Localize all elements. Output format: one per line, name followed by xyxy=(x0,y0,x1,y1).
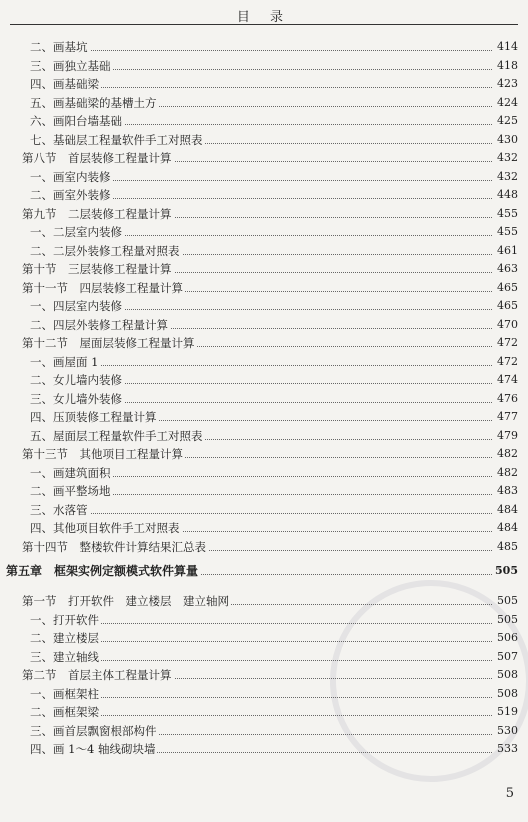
toc-label: 第五章 框架实例定额模式软件算量 xyxy=(6,564,199,578)
toc-page-number: 483 xyxy=(497,484,518,497)
toc-label: 四、画基础梁 xyxy=(30,77,99,91)
toc-page-number: 506 xyxy=(497,631,518,644)
toc-page-number: 430 xyxy=(497,132,518,146)
toc-label: 第八节 首层装修工程量计算 xyxy=(22,151,172,165)
toc-page-number: 423 xyxy=(497,77,518,90)
toc-label: 二、四层外装修工程量计算 xyxy=(30,317,168,332)
toc-item xyxy=(0,482,528,500)
toc-item xyxy=(0,519,528,537)
toc-item xyxy=(0,297,528,315)
page-number: 5 xyxy=(505,786,514,801)
toc-page-number: 455 xyxy=(497,225,518,238)
toc-item xyxy=(0,38,528,56)
toc-item xyxy=(0,427,528,445)
toc-section xyxy=(0,279,528,297)
toc-page-number: 455 xyxy=(497,206,518,220)
toc-label: 二、建立楼层 xyxy=(30,631,99,645)
toc-label: 三、女儿墙外装修 xyxy=(30,391,122,406)
toc-item xyxy=(0,648,528,666)
toc-page-number: 432 xyxy=(497,169,518,183)
toc-label: 一、画框架柱 xyxy=(30,686,99,701)
toc-page-number: 505 xyxy=(497,594,518,607)
toc-label: 一、打开软件 xyxy=(30,612,99,627)
toc-section xyxy=(0,592,528,610)
toc-page-number: 461 xyxy=(497,243,518,257)
leader-dots xyxy=(40,648,492,661)
toc-section xyxy=(0,205,528,223)
toc-item xyxy=(0,740,528,758)
toc-page-number: 470 xyxy=(497,317,518,331)
leader-dots xyxy=(40,75,492,88)
toc-label: 三、画首层飘窗根部构件 xyxy=(30,723,157,738)
toc-label: 五、屋面层工程量软件手工对照表 xyxy=(30,428,203,443)
toc-item xyxy=(0,57,528,75)
toc-item xyxy=(0,168,528,186)
toc-page-number: 418 xyxy=(497,58,518,72)
toc-page-number: 465 xyxy=(497,299,518,312)
toc-label: 第二节 首层主体工程量计算 xyxy=(22,668,172,682)
toc-section xyxy=(0,149,528,167)
toc-label: 三、画独立基础 xyxy=(30,58,111,73)
toc-page-number: 463 xyxy=(497,262,518,275)
toc-label: 三、水落管 xyxy=(30,502,88,517)
toc-label: 四、其他项目软件手工对照表 xyxy=(30,521,180,535)
toc-item xyxy=(0,353,528,371)
toc-page-number: 484 xyxy=(497,521,518,534)
toc-label: 四、画 1～4 轴线砌块墙 xyxy=(30,742,156,756)
toc-item xyxy=(0,408,528,426)
toc-page-number: 530 xyxy=(497,723,518,737)
toc-page-number: 448 xyxy=(497,188,518,201)
toc-section xyxy=(0,666,528,684)
toc-page-number: 465 xyxy=(497,280,518,294)
leader-dots xyxy=(40,685,492,698)
toc-page-number: 508 xyxy=(497,668,518,681)
leader-dots xyxy=(40,703,492,716)
page-header xyxy=(0,0,528,28)
toc-label: 一、二层室内装修 xyxy=(30,225,122,239)
toc-label: 第九节 二层装修工程量计算 xyxy=(22,206,172,221)
toc-page-number: 485 xyxy=(497,539,518,553)
toc-item xyxy=(0,703,528,721)
toc-label: 一、画屋面 1 xyxy=(30,354,99,369)
toc-item xyxy=(0,629,528,647)
toc-page-number: 533 xyxy=(497,742,518,755)
toc-label: 五、画基础梁的基槽土方 xyxy=(30,95,157,110)
toc-item xyxy=(0,316,528,334)
toc-page-number: 482 xyxy=(497,465,518,479)
toc-item xyxy=(0,371,528,389)
toc-label: 二、二层外装修工程量对照表 xyxy=(30,243,180,258)
toc-label: 第十一节 四层装修工程量计算 xyxy=(22,280,183,295)
toc-page-number: 507 xyxy=(497,649,518,663)
toc-label: 六、画阳台墙基础 xyxy=(30,114,122,128)
toc-label: 二、画室外装修 xyxy=(30,188,111,202)
toc-page-number: 508 xyxy=(497,686,518,700)
toc-item xyxy=(0,223,528,241)
toc-label: 三、建立轴线 xyxy=(30,649,99,664)
leader-dots xyxy=(40,353,492,366)
toc-label: 第十节 三层装修工程量计算 xyxy=(22,262,172,276)
toc-label: 一、画建筑面积 xyxy=(30,465,111,480)
toc-label: 第一节 打开软件 建立楼层 建立轴网 xyxy=(22,594,229,608)
toc-item xyxy=(0,186,528,204)
page-title: 目 录 xyxy=(236,10,292,25)
toc-label: 二、画框架梁 xyxy=(30,705,99,719)
toc-page-number: 414 xyxy=(497,40,518,53)
toc-item xyxy=(0,722,528,740)
toc-section xyxy=(0,538,528,556)
toc-page-number: 482 xyxy=(497,447,518,460)
header-rule xyxy=(10,24,518,25)
leader-dots xyxy=(40,629,492,642)
toc-label: 第十二节 屋面层装修工程量计算 xyxy=(22,336,195,350)
toc-chapter xyxy=(0,562,528,580)
toc-page-number: 505 xyxy=(495,564,518,577)
toc-page-number: 472 xyxy=(497,354,518,368)
toc-label: 七、基础层工程量软件手工对照表 xyxy=(30,132,203,147)
toc-label: 二、画平整场地 xyxy=(30,484,111,498)
toc-section xyxy=(0,445,528,463)
toc-label: 二、女儿墙内装修 xyxy=(30,373,122,387)
toc-section xyxy=(0,334,528,352)
toc-page-number: 424 xyxy=(497,95,518,109)
toc-page-number: 432 xyxy=(497,151,518,164)
leader-dots xyxy=(40,501,492,514)
toc-section xyxy=(0,260,528,278)
leader-dots xyxy=(40,611,492,624)
toc-page-number: 484 xyxy=(497,502,518,516)
toc-page-number: 474 xyxy=(497,373,518,386)
toc-page-number: 505 xyxy=(497,612,518,626)
toc-page-number: 476 xyxy=(497,391,518,405)
toc-item xyxy=(0,242,528,260)
toc-item xyxy=(0,75,528,93)
toc-page-number: 425 xyxy=(497,114,518,127)
toc-item xyxy=(0,94,528,112)
leader-dots xyxy=(40,38,492,51)
toc-item xyxy=(0,464,528,482)
toc-page-number: 479 xyxy=(497,428,518,442)
toc-item xyxy=(0,390,528,408)
toc-label: 一、画室内装修 xyxy=(30,169,111,184)
toc-item xyxy=(0,131,528,149)
toc-label: 第十四节 整楼软件计算结果汇总表 xyxy=(22,539,206,554)
toc-page-number: 472 xyxy=(497,336,518,349)
toc-item xyxy=(0,611,528,629)
toc-label: 第十三节 其他项目工程量计算 xyxy=(22,447,183,461)
toc-item xyxy=(0,501,528,519)
toc-page-number: 477 xyxy=(497,410,518,423)
toc-label: 二、画基坑 xyxy=(30,40,88,54)
toc-label: 一、四层室内装修 xyxy=(30,299,122,313)
toc-label: 四、压顶装修工程量计算 xyxy=(30,410,157,424)
toc-item xyxy=(0,685,528,703)
toc-page-number: 519 xyxy=(497,705,518,718)
toc-item xyxy=(0,112,528,130)
